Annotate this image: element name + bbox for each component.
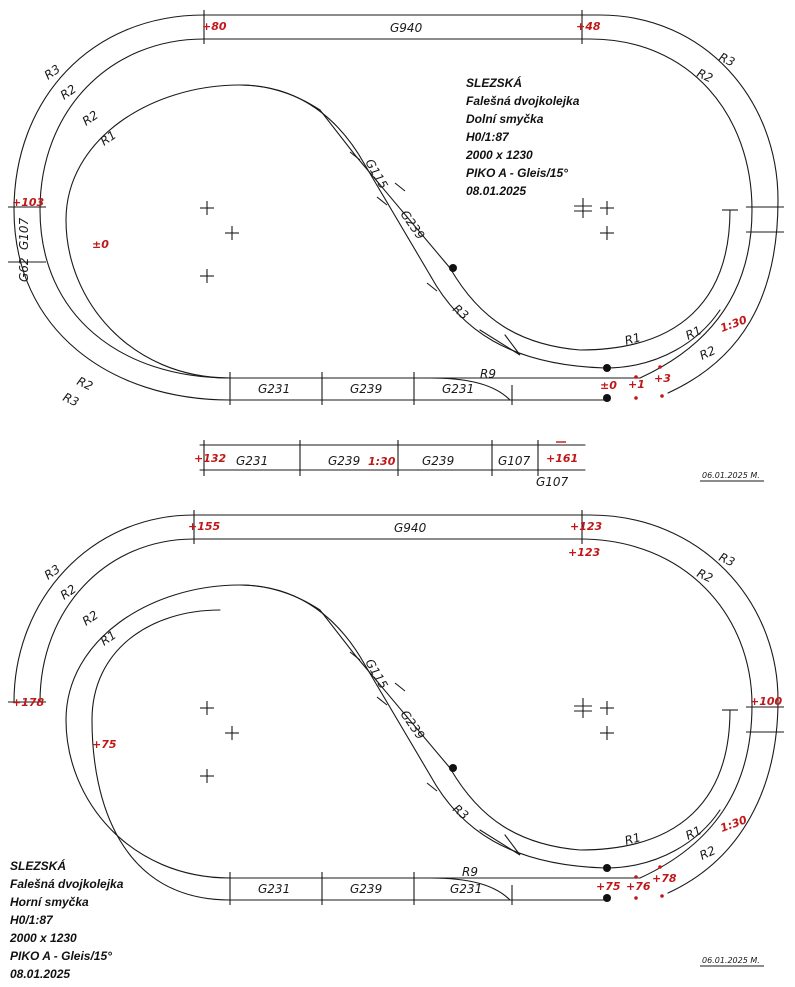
bottom-label-r2-left2: R2 — [79, 607, 101, 629]
bottom-red-dot-2 — [658, 865, 662, 869]
bottom-height-75-left: +75 — [92, 738, 117, 751]
top-plan — [8, 10, 784, 489]
top-red-dot-3 — [634, 396, 638, 400]
bottom-info-line: 2000 x 1230 — [10, 931, 77, 945]
bottom-label-r3-mid: R3 — [450, 801, 472, 823]
top-label-g231-c: G231 — [236, 454, 269, 468]
top-label-r2-right: R2 — [694, 66, 716, 86]
top-height-161: +161 — [546, 452, 579, 465]
top-info-line: 2000 x 1230 — [466, 148, 533, 162]
top-label-r2-left: R2 — [57, 81, 79, 103]
top-label-g62: G62 — [17, 257, 31, 282]
top-height-0-bottom: ±0 — [600, 379, 617, 392]
bottom-info-block — [10, 857, 123, 983]
top-turnout-dot-3 — [603, 394, 611, 402]
top-label-g107-c: G107 — [536, 475, 569, 489]
top-height-132: +132 — [194, 452, 227, 465]
bottom-label-r2-right: R2 — [694, 566, 716, 586]
bottom-info-line: 08.01.2025 — [10, 967, 71, 981]
top-turnout-dot-2 — [603, 364, 611, 372]
bottom-height-76: +76 — [626, 880, 651, 893]
bottom-label-r2-right2: R2 — [697, 843, 718, 863]
bottom-label-g231-a: G231 — [258, 882, 291, 896]
bottom-height-78: +78 — [652, 872, 677, 885]
top-signature: 06.01.2025 M. — [702, 471, 760, 480]
bottom-label-r1-right: R1 — [683, 823, 704, 843]
bottom-height-123-b: +123 — [568, 546, 601, 559]
top-height-130-b: 1:30 — [368, 455, 396, 468]
bottom-label-r9: R9 — [462, 865, 478, 879]
top-label-r2-right2: R2 — [697, 343, 718, 363]
bottom-height-155: +155 — [188, 520, 221, 533]
bottom-ticks — [8, 510, 784, 905]
bottom-label-r1-mid: R1 — [623, 830, 643, 848]
bottom-r2-left — [40, 539, 194, 702]
top-label-g231-b: G231 — [442, 382, 475, 396]
top-label-r3-bl: R3 — [60, 390, 82, 410]
top-label-g239-c: G239 — [422, 454, 455, 468]
bottom-red-dot-4 — [660, 894, 664, 898]
bottom-label-g239-a: G239 — [350, 882, 383, 896]
bottom-turnout-dot-2 — [603, 864, 611, 872]
bottom-label-r1-left: R1 — [97, 627, 119, 649]
top-label-g115: G115 — [362, 156, 391, 192]
top-label-r1-right: R1 — [683, 323, 704, 343]
bottom-spiral-inner — [430, 775, 720, 868]
top-label-g107-b: G107 — [498, 454, 531, 468]
bottom-label-r3-right: R3 — [716, 550, 738, 570]
bottom-red-dot-3 — [634, 896, 638, 900]
top-info-line: PIKO A - Gleis/15° — [466, 166, 568, 180]
top-label-g940: G940 — [390, 21, 423, 35]
top-label-g231-a: G231 — [258, 382, 291, 396]
top-ticks — [8, 10, 784, 476]
bottom-label-g231-b: G231 — [450, 882, 483, 896]
top-height-103: +103 — [12, 196, 45, 209]
bottom-label-g239-diag: G239 — [397, 707, 428, 743]
bottom-height-100: +100 — [750, 695, 783, 708]
top-height-48: +48 — [576, 20, 601, 33]
top-label-r3-right: R3 — [716, 50, 738, 70]
top-height-130: 1:30 — [718, 313, 749, 335]
top-spiral-inner — [430, 275, 720, 368]
top-height-1: +1 — [628, 378, 645, 391]
top-label-r9: R9 — [480, 367, 496, 381]
top-info-block — [466, 74, 579, 200]
bottom-outer-left — [14, 515, 194, 702]
bottom-label-g940: G940 — [394, 521, 427, 535]
top-height-3: +3 — [654, 372, 671, 385]
top-red-dot-2 — [658, 365, 662, 369]
bottom-plan — [8, 510, 784, 966]
top-label-r1-mid: R1 — [623, 330, 643, 348]
bottom-info-line: Horní smyčka — [10, 895, 89, 909]
bottom-label-r2-left: R2 — [57, 581, 79, 603]
top-height-0-left: ±0 — [92, 238, 109, 251]
bottom-height-130: 1:30 — [718, 813, 749, 835]
bottom-label-r3-left: R3 — [41, 561, 63, 583]
top-info-line: H0/1:87 — [466, 130, 509, 144]
top-label-r2-left2: R2 — [79, 107, 101, 129]
bottom-info-line: H0/1:87 — [10, 913, 53, 927]
top-info-line: Falešná dvojkolejka — [466, 94, 580, 108]
bottom-info-line: SLEZSKÁ — [10, 859, 67, 873]
top-label-r1-left: R1 — [97, 127, 119, 149]
top-r1-left-loop — [66, 85, 430, 378]
bottom-spiral-r1 — [240, 585, 730, 850]
top-turnout-wedge — [480, 330, 520, 355]
top-red-dot-4 — [660, 394, 664, 398]
top-turnout-dot-1 — [449, 264, 457, 272]
bottom-height-178: +178 — [12, 696, 45, 709]
bottom-r1-left-loop — [66, 585, 430, 878]
top-label-g107: G107 — [17, 217, 31, 250]
bottom-signature: 06.01.2025 M. — [702, 956, 760, 965]
top-label-g239-diag: G239 — [397, 207, 428, 243]
top-height-80: +80 — [202, 20, 227, 33]
bottom-height-75: +75 — [596, 880, 621, 893]
top-info-line: 08.01.2025 — [466, 184, 527, 198]
top-info-line: Dolní smyčka — [466, 112, 544, 126]
bottom-turnout-dot-3 — [603, 894, 611, 902]
bottom-red-dot-1 — [634, 875, 638, 879]
top-label-g239-b: G239 — [328, 454, 361, 468]
top-label-r3-left: R3 — [41, 61, 63, 83]
bottom-label-g115: G115 — [362, 656, 391, 692]
top-info-line: SLEZSKÁ — [466, 76, 523, 90]
top-label-r2-bl: R2 — [74, 374, 96, 394]
bottom-height-123: +123 — [570, 520, 603, 533]
bottom-turnout-wedge — [480, 830, 520, 855]
top-label-r3-mid: R3 — [450, 301, 472, 323]
bottom-info-line: PIKO A - Gleis/15° — [10, 949, 112, 963]
top-label-g239-a: G239 — [350, 382, 383, 396]
bottom-turnout-dot-1 — [449, 764, 457, 772]
bottom-info-line: Falešná dvojkolejka — [10, 877, 124, 891]
